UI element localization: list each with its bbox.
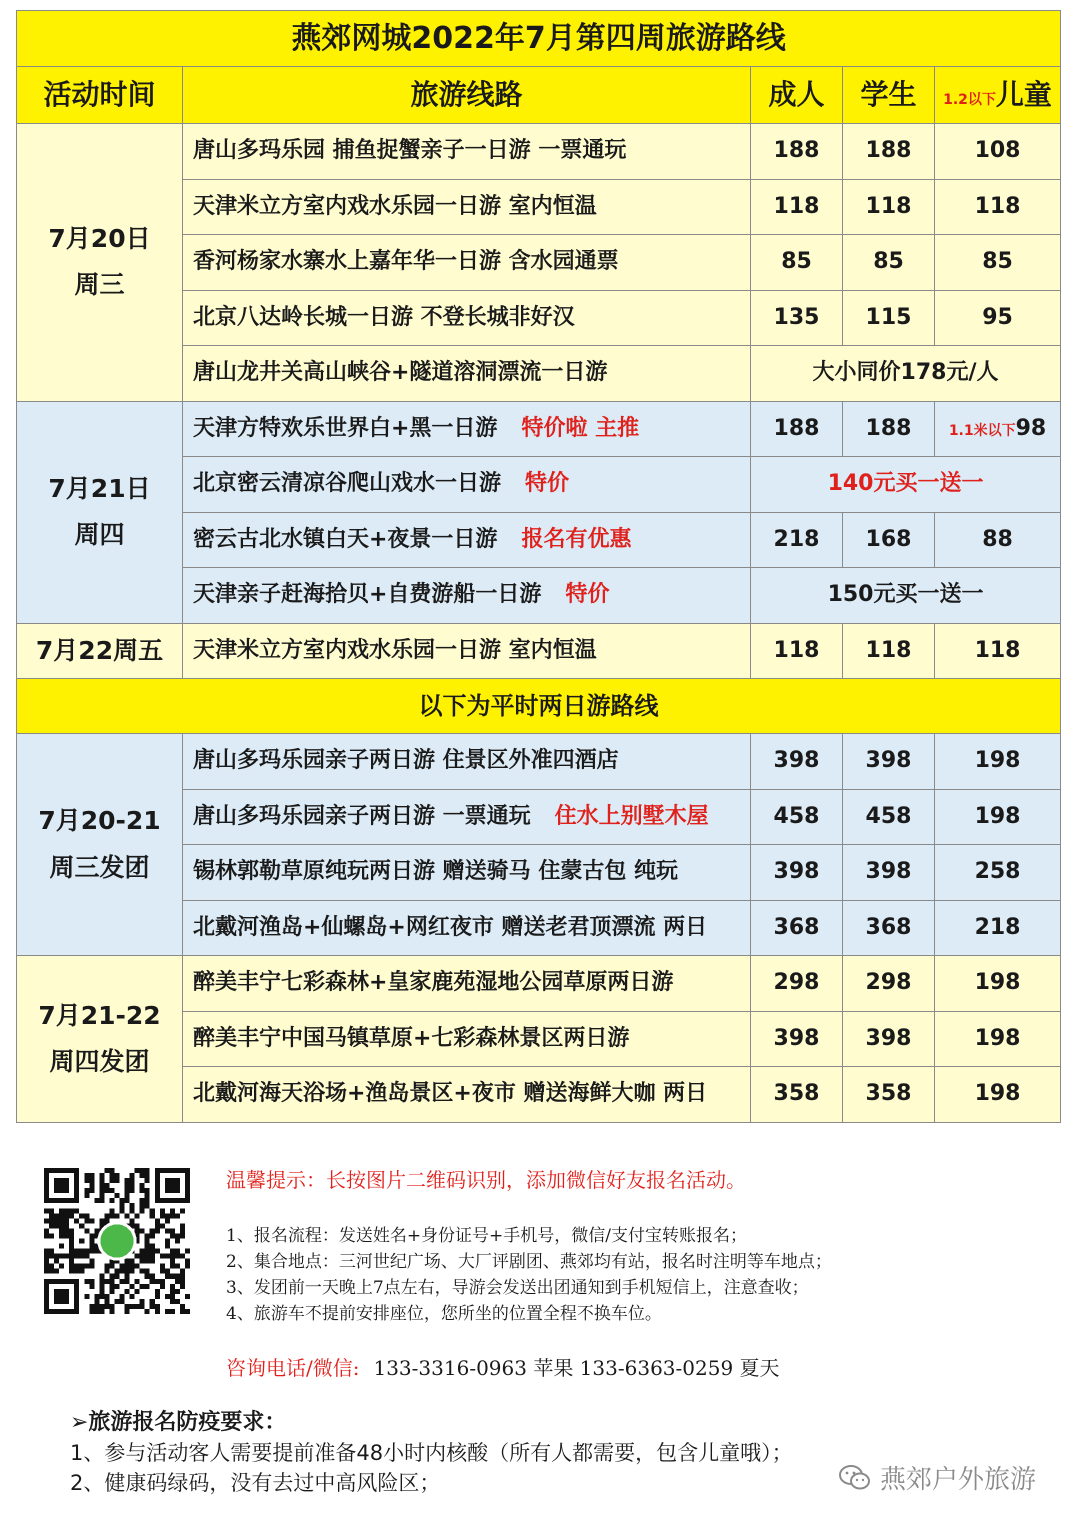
price-child xyxy=(935,401,1061,457)
date-cell xyxy=(17,734,183,956)
step-item: 1、报名流程：发送姓名+身份证号+手机号，微信/支付宝转账报名； xyxy=(226,1226,748,1246)
child-price: 95 xyxy=(982,304,1013,330)
route-name: 天津方特欢乐世界白+黑一日游 xyxy=(193,415,498,441)
child-price: 198 xyxy=(974,1025,1021,1051)
header-adult: 成人 xyxy=(751,67,843,124)
route-cell[interactable] xyxy=(183,346,751,402)
section-subheader: 以下为平时两日游路线 xyxy=(17,679,1061,734)
price-adult: 398 xyxy=(751,734,843,790)
page-title: 燕郊网城2022年7月第四周旅游路线 xyxy=(17,11,1061,67)
contact-line xyxy=(226,1352,780,1381)
covid-requirements xyxy=(70,1408,793,1498)
route-name: 北戴河渔岛+仙螺岛+网红夜市 赠送老君顶漂流 两日 xyxy=(193,914,708,940)
weekday-line: 周四 xyxy=(74,520,125,549)
price-child xyxy=(935,789,1061,845)
route-name: 香河杨家水寨水上嘉年华一日游 含水园通票 xyxy=(193,249,619,275)
price-student: 188 xyxy=(843,401,935,457)
date-line: 7月21日 xyxy=(48,473,151,503)
route-cell[interactable] xyxy=(183,1067,751,1123)
qr-code-icon[interactable] xyxy=(44,1168,190,1314)
price-child xyxy=(935,512,1061,568)
route-name: 唐山多玛乐园亲子两日游 一票通玩 xyxy=(193,803,531,829)
price-adult: 358 xyxy=(751,1067,843,1123)
price-child xyxy=(935,845,1061,901)
weekday-line: 周三 xyxy=(74,270,125,300)
route-highlight: 特价 xyxy=(565,582,610,608)
child-height-note: 1.1米以下 xyxy=(948,422,1016,439)
price-child xyxy=(935,1067,1061,1123)
header-route: 旅游线路 xyxy=(183,67,751,124)
price-student: 85 xyxy=(843,235,935,291)
price-note-text: 大小同价178元/人 xyxy=(812,360,999,386)
date-cell xyxy=(17,956,183,1123)
price-adult: 298 xyxy=(751,956,843,1012)
price-adult: 188 xyxy=(751,124,843,180)
price-adult: 135 xyxy=(751,290,843,346)
table-row xyxy=(17,124,1061,180)
child-price: 198 xyxy=(974,970,1021,996)
date-cell xyxy=(17,124,183,402)
info-footer xyxy=(0,1140,1080,1530)
route-cell[interactable] xyxy=(183,512,751,568)
child-price: 118 xyxy=(974,193,1021,219)
section-subheader-row xyxy=(17,679,1061,734)
date-cell xyxy=(17,401,183,623)
price-adult: 85 xyxy=(751,235,843,291)
notice-block xyxy=(226,1164,1046,1327)
header-child-prefix: 1.2以下 xyxy=(943,91,996,108)
child-price: 108 xyxy=(974,138,1021,164)
route-cell[interactable] xyxy=(183,179,751,235)
price-student: 118 xyxy=(843,623,935,679)
header-student: 学生 xyxy=(843,67,935,124)
route-name: 北京八达岭长城一日游 不登长城非好汉 xyxy=(193,304,575,330)
route-name: 醉美丰宁七彩森林+皇家鹿苑湿地公园草原两日游 xyxy=(193,970,674,996)
price-student: 188 xyxy=(843,124,935,180)
route-cell[interactable] xyxy=(183,235,751,291)
route-name: 天津米立方室内戏水乐园一日游 室内恒温 xyxy=(193,193,597,219)
route-cell[interactable] xyxy=(183,734,751,790)
price-child xyxy=(935,179,1061,235)
phone-numbers[interactable]: 133-3316-0963 苹果 133-6363-0259 夏天 xyxy=(373,1356,780,1380)
price-adult: 118 xyxy=(751,623,843,679)
price-student: 298 xyxy=(843,956,935,1012)
child-price: 218 xyxy=(974,914,1021,940)
price-child xyxy=(935,900,1061,956)
route-name: 天津米立方室内戏水乐园一日游 室内恒温 xyxy=(193,637,597,663)
price-student: 168 xyxy=(843,512,935,568)
route-name: 唐山多玛乐园亲子两日游 住景区外准四酒店 xyxy=(193,748,619,774)
covid-line: 2、健康码绿码，没有去过中高风险区； xyxy=(70,1471,441,1495)
step-item: 4、旅游车不提前安排座位，您所坐的位置全程不换车位。 xyxy=(226,1304,662,1324)
phone-label: 咨询电话/微信: xyxy=(226,1356,360,1380)
date-cell xyxy=(17,623,183,679)
header-child-label: 儿童 xyxy=(995,77,1052,111)
date-line: 7月21-22 xyxy=(38,1000,161,1030)
watermark-text: 燕郊户外旅游 xyxy=(880,1465,1037,1495)
child-price: 118 xyxy=(974,637,1021,663)
route-name: 唐山龙井关高山峡谷+隧道溶洞漂流一日游 xyxy=(193,360,608,386)
step-item: 2、集合地点：三河世纪广场、大厂评剧团、燕郊均有站，报名时注明等车地点； xyxy=(226,1252,832,1272)
price-child xyxy=(935,235,1061,291)
date-line: 7月20-21 xyxy=(38,806,161,836)
price-adult: 188 xyxy=(751,401,843,457)
route-cell[interactable] xyxy=(183,1011,751,1067)
header-time: 活动时间 xyxy=(17,67,183,124)
price-adult: 368 xyxy=(751,900,843,956)
price-student: 368 xyxy=(843,900,935,956)
price-student: 358 xyxy=(843,1067,935,1123)
header-child xyxy=(935,67,1061,124)
price-note xyxy=(751,346,1061,402)
price-student: 398 xyxy=(843,845,935,901)
price-child xyxy=(935,623,1061,679)
price-student: 398 xyxy=(843,1011,935,1067)
price-adult: 118 xyxy=(751,179,843,235)
route-cell[interactable] xyxy=(183,900,751,956)
route-cell[interactable] xyxy=(183,401,751,457)
signup-steps xyxy=(226,1223,1046,1327)
child-price: 198 xyxy=(974,803,1021,829)
route-cell[interactable] xyxy=(183,124,751,180)
date-line: 7月22周五 xyxy=(35,635,164,665)
route-cell[interactable] xyxy=(183,956,751,1012)
price-adult: 218 xyxy=(751,512,843,568)
price-child xyxy=(935,956,1061,1012)
price-child xyxy=(935,290,1061,346)
price-student: 115 xyxy=(843,290,935,346)
price-child xyxy=(935,1011,1061,1067)
warm-tip: 温馨提示：长按图片二维码识别，添加微信好友报名活动。 xyxy=(226,1168,746,1192)
route-cell[interactable] xyxy=(183,789,751,845)
route-name: 唐山多玛乐园 捕鱼捉蟹亲子一日游 一票通玩 xyxy=(193,138,627,164)
route-highlight: 特价啦 主推 xyxy=(521,415,640,441)
child-price: 198 xyxy=(974,748,1021,774)
price-child xyxy=(935,734,1061,790)
covid-title: ➢旅游报名防疫要求： xyxy=(70,1410,287,1435)
weekday-line: 周三发团 xyxy=(49,852,150,882)
price-note-text: 140元买一送一 xyxy=(827,471,984,497)
date-line: 7月20日 xyxy=(48,224,151,253)
route-cell[interactable] xyxy=(183,623,751,679)
route-table xyxy=(16,10,1061,1123)
price-adult: 398 xyxy=(751,1011,843,1067)
price-student: 118 xyxy=(843,179,935,235)
price-note xyxy=(751,568,1061,624)
table-row xyxy=(17,623,1061,679)
price-adult: 398 xyxy=(751,845,843,901)
wechat-icon xyxy=(838,1464,872,1492)
route-highlight: 特价 xyxy=(525,471,570,497)
watermark xyxy=(838,1459,1036,1496)
covid-line: 1、参与活动客人需要提前准备48小时内核酸（所有人都需要，包含儿童哦）； xyxy=(70,1441,793,1465)
route-name: 密云古北水镇白天+夜景一日游 xyxy=(193,526,498,552)
route-cell[interactable] xyxy=(183,845,751,901)
table-row xyxy=(17,956,1061,1012)
route-cell[interactable] xyxy=(183,568,751,624)
price-note xyxy=(751,457,1061,513)
route-cell[interactable] xyxy=(183,457,751,513)
route-name: 锡林郭勒草原纯玩两日游 赠送骑马 住蒙古包 纯玩 xyxy=(193,859,678,885)
price-child xyxy=(935,124,1061,180)
price-student: 398 xyxy=(843,734,935,790)
route-sheet xyxy=(16,10,1060,1495)
child-price: 85 xyxy=(982,249,1013,275)
route-name: 醉美丰宁中国马镇草原+七彩森林景区两日游 xyxy=(193,1025,630,1051)
price-note-text: 150元买一送一 xyxy=(827,582,984,608)
route-highlight: 报名有优惠 xyxy=(521,526,632,552)
route-table-body xyxy=(17,11,1061,1123)
table-row xyxy=(17,734,1061,790)
price-adult: 458 xyxy=(751,789,843,845)
step-item: 3、发团前一天晚上7点左右，导游会发送出团通知到手机短信上，注意查收； xyxy=(226,1278,809,1298)
child-price: 258 xyxy=(974,859,1021,885)
weekday-line: 周四发团 xyxy=(49,1046,150,1076)
route-cell[interactable] xyxy=(183,290,751,346)
child-price: 98 xyxy=(1015,415,1047,441)
child-price: 198 xyxy=(974,1081,1021,1107)
route-name: 北戴河海天浴场+渔岛景区+夜市 赠送海鲜大咖 两日 xyxy=(193,1081,708,1107)
route-name: 北京密云清凉谷爬山戏水一日游 xyxy=(193,471,502,497)
table-row xyxy=(17,401,1061,457)
route-name: 天津亲子赶海拾贝+自费游船一日游 xyxy=(193,582,542,608)
child-price: 88 xyxy=(982,526,1013,552)
price-student: 458 xyxy=(843,789,935,845)
route-highlight: 住水上别墅木屋 xyxy=(554,803,709,829)
